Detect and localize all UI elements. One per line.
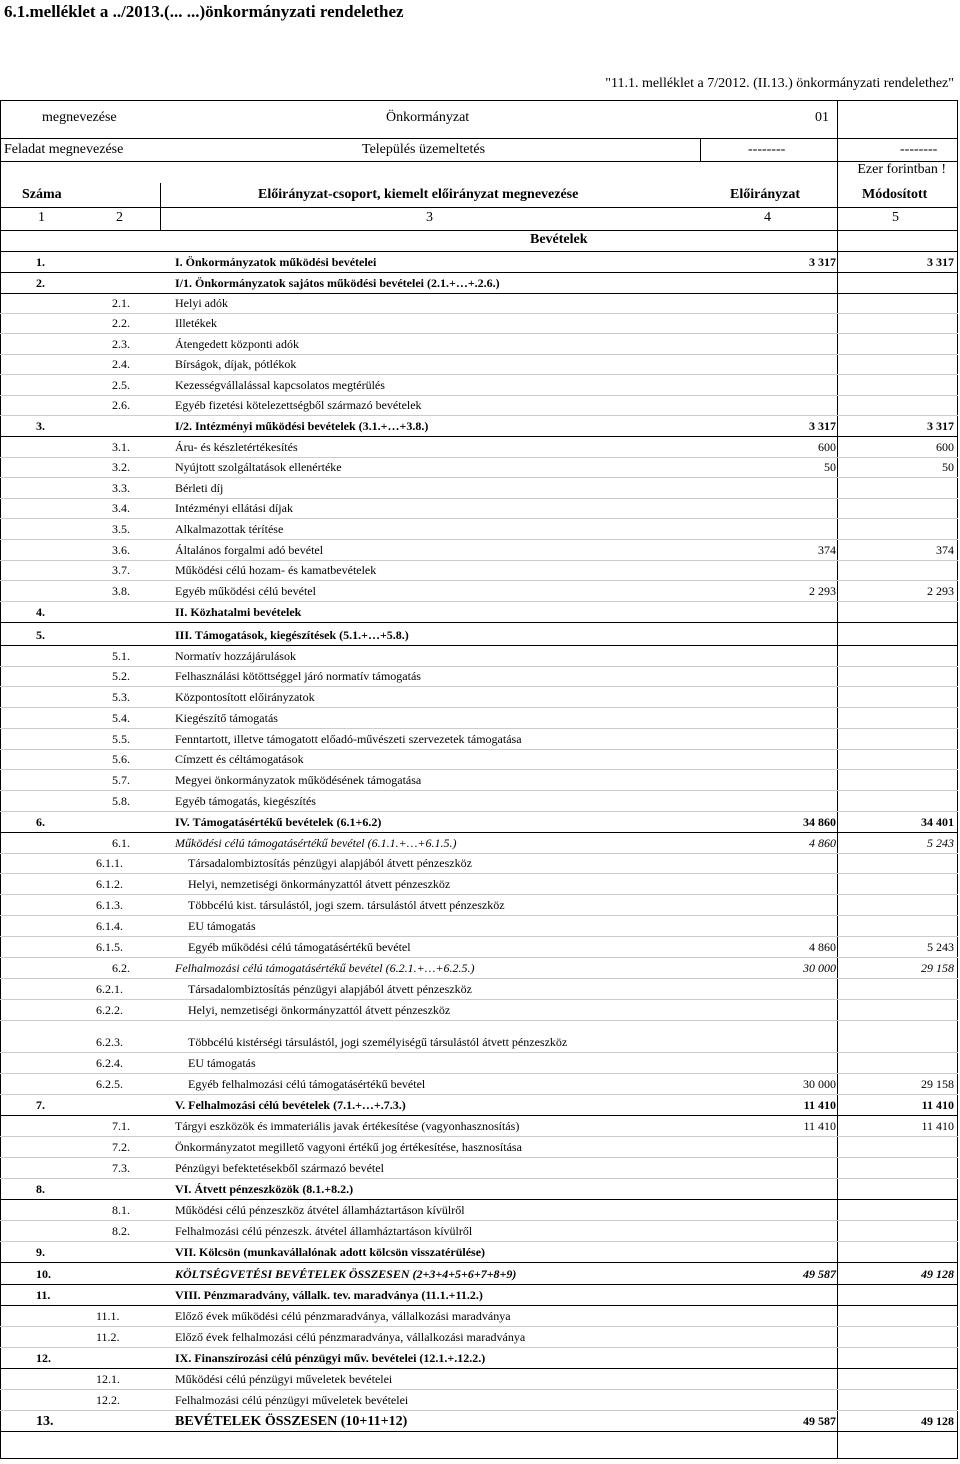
table-row — [0, 1178, 958, 1200]
table-row — [0, 1347, 958, 1369]
table-row — [0, 457, 958, 478]
row-number: 5. — [36, 628, 45, 642]
table-row — [0, 1052, 958, 1074]
row-description: V. Felhalmozási célú bevételek (7.1.+…+.7.3.) — [175, 1098, 406, 1112]
table-row — [0, 293, 958, 314]
table-row — [0, 853, 958, 874]
row-planned-value: 4 860 — [809, 940, 836, 954]
table-row — [0, 915, 958, 937]
table-row — [0, 832, 958, 854]
row-description: Normatív hozzájárulások — [175, 649, 296, 663]
row-description: Többcélú kistérségi társulástól, jogi személyiségű társulástól átvett pénzeszköz — [188, 1035, 568, 1049]
row-subnumber: 8.1. — [112, 1203, 130, 1217]
row-modified-value: 11 410 — [921, 1098, 954, 1112]
row-description: VI. Átvett pénzeszközök (8.1.+8.2.) — [175, 1182, 354, 1196]
row-description: Működési célú hozam- és kamatbevételek — [175, 563, 377, 577]
code-value: 01 — [815, 110, 829, 125]
row-subnumber: 2.5. — [112, 378, 130, 392]
row-planned-value: 600 — [818, 440, 836, 454]
row-subnumber: 6.1. — [112, 836, 130, 850]
row-description: Többcélú kist. társulástól, jogi szem. társulástól átvett pénzeszköz — [188, 898, 505, 912]
row-description: II. Közhatalmi bevételek — [175, 605, 302, 619]
table-row — [0, 790, 958, 812]
row-description: Működési célú támogatásértékű bevétel (6.1.1.+…+6.1.5.) — [175, 836, 457, 850]
table-row — [0, 666, 958, 687]
header-row-task — [0, 139, 958, 162]
table-row — [0, 436, 958, 458]
table-row — [0, 686, 958, 708]
col-index-2: 2 — [116, 210, 123, 225]
row-planned-value: 374 — [818, 543, 836, 557]
row-modified-value: 3 317 — [927, 255, 954, 269]
table-row — [0, 560, 958, 581]
row-number: 11. — [36, 1288, 51, 1302]
table-row — [0, 1284, 958, 1306]
row-subnumber: 5.8. — [112, 794, 130, 808]
row-description: Előző évek működési célú pénzmaradványa, vállalkozási maradványa — [175, 1309, 511, 1323]
row-number: 8. — [36, 1182, 45, 1196]
row-description: KÖLTSÉGVETÉSI BEVÉTELEK ÖSSZESEN (2+3+4+5+6+7+8+9) — [175, 1267, 517, 1281]
table-row — [0, 873, 958, 895]
row-subnumber: 6.2. — [112, 961, 130, 975]
row-description: Kezességvállalással kapcsolatos megtérülés — [175, 378, 385, 392]
table-row — [0, 645, 958, 667]
table-row — [0, 333, 958, 355]
row-subnumber: 5.2. — [112, 669, 130, 683]
row-modified-value: 11 410 — [921, 1119, 954, 1133]
row-description: Alkalmazottak térítése — [175, 522, 284, 536]
col-plan-header: Előirányzat — [730, 187, 800, 202]
row-planned-value: 11 410 — [803, 1098, 836, 1112]
col-desc-header: Előirányzat-csoport, kiemelt előirányzat megnevezése — [258, 187, 579, 202]
row-number: 9. — [36, 1245, 45, 1259]
row-modified-value: 34 401 — [921, 815, 954, 829]
row-subnumber: 3.7. — [112, 563, 130, 577]
row-subnumber: 6.2.3. — [96, 1035, 123, 1049]
row-description: Intézményi ellátási díjak — [175, 501, 293, 515]
row-modified-value: 49 128 — [921, 1267, 954, 1281]
row-description: Helyi, nemzetiségi önkormányzattól átvett pénzeszköz — [188, 877, 451, 891]
row-subnumber: 7.1. — [112, 1119, 130, 1133]
header-row-indices — [0, 208, 958, 231]
section-row — [0, 231, 958, 252]
row-description: Fenntartott, illetve támogatott előadó-művészeti szervezetek támogatása — [175, 732, 522, 746]
row-subnumber: 5.4. — [112, 711, 130, 725]
row-planned-value: 34 860 — [803, 815, 836, 829]
row-description: Felhalmozási célú pénzeszk. átvétel államháztartáson kívülről — [175, 1224, 473, 1238]
document-title: 6.1.melléklet a ../2013.(... ...)önkormányzati rendelethez — [4, 2, 404, 21]
row-subnumber: 6.2.2. — [96, 1003, 123, 1017]
row-subnumber: 6.1.3. — [96, 898, 123, 912]
table-row — [0, 1115, 958, 1137]
table-row — [0, 251, 958, 273]
row-modified-value: 3 317 — [927, 419, 954, 433]
row-description: Felhalmozási célú pénzügyi műveletek bevételei — [175, 1393, 409, 1407]
table-row — [0, 1241, 958, 1263]
table-row — [0, 539, 958, 561]
table-row — [0, 272, 958, 294]
table-bottom-border — [0, 1458, 958, 1459]
row-description: Helyi, nemzetiségi önkormányzattól átvett pénzeszköz — [188, 1003, 451, 1017]
row-description: Egyéb támogatás, kiegészítés — [175, 794, 316, 808]
table-row — [0, 498, 958, 519]
row-subnumber: 7.3. — [112, 1161, 130, 1175]
task-column-line — [700, 139, 701, 161]
row-description: EU támogatás — [188, 1056, 256, 1070]
row-description: I/1. Önkormányzatok sajátos működési bevételei (2.1.+…+.2.6.) — [175, 276, 500, 290]
unit-note: Ezer forintban ! — [857, 162, 946, 177]
row-description: Bérleti díj — [175, 481, 224, 495]
row-description: III. Támogatások, kiegészítések (5.1.+…+5.8.) — [175, 628, 409, 642]
row-subnumber: 6.2.5. — [96, 1077, 123, 1091]
row-subnumber: 12.2. — [96, 1393, 120, 1407]
row-planned-value: 49 587 — [803, 1414, 836, 1428]
table-row — [0, 811, 958, 833]
row-description: I. Önkormányzatok működési bevételei — [175, 255, 377, 269]
table-row — [0, 374, 958, 396]
row-number: 3. — [36, 419, 45, 433]
header-row-name — [0, 100, 958, 139]
table-row — [0, 978, 958, 1000]
table-row — [0, 477, 958, 499]
row-description: Felhalmozási célú támogatásértékű bevétel (6.2.1.+…+6.2.5.) — [175, 961, 475, 975]
row-subnumber: 5.5. — [112, 732, 130, 746]
row-number: 13. — [36, 1414, 54, 1429]
row-description: Működési célú pénzügyi műveletek bevételei — [175, 1372, 393, 1386]
row-modified-value: 600 — [936, 440, 954, 454]
row-description: Áru- és készletértékesítés — [175, 440, 298, 454]
row-description: EU támogatás — [188, 919, 256, 933]
task-value: Település üzemeltetés — [362, 142, 486, 157]
row-description: Nyújtott szolgáltatások ellenértéke — [175, 460, 342, 474]
row-subnumber: 3.6. — [112, 543, 130, 557]
row-subnumber: 6.2.1. — [96, 982, 123, 996]
row-description: Megyei önkormányzatok működésének támogatása — [175, 773, 422, 787]
section-label: Bevételek — [530, 232, 588, 247]
table-row — [0, 1020, 958, 1053]
table-row — [0, 1305, 958, 1327]
table-row — [0, 601, 958, 623]
row-subnumber: 2.3. — [112, 337, 130, 351]
row-planned-value: 3 317 — [809, 419, 836, 433]
table-row — [0, 957, 958, 979]
table-row — [0, 313, 958, 334]
table-row — [0, 707, 958, 729]
row-description: Működési célú pénzeszköz átvétel államháztartáson kívülről — [175, 1203, 465, 1217]
row-subnumber: 6.1.2. — [96, 877, 123, 891]
row-planned-value: 50 — [824, 460, 836, 474]
row-description: Egyéb fizetési kötelezettségből származó bevételek — [175, 398, 422, 412]
row-subnumber: 12.1. — [96, 1372, 120, 1386]
table-row — [0, 1094, 958, 1116]
row-description: Előző évek felhalmozási célú pénzmaradványa, vállalkozási maradványa — [175, 1330, 526, 1344]
row-subnumber: 2.2. — [112, 316, 130, 330]
row-modified-value: 29 158 — [921, 961, 954, 975]
table-row — [0, 354, 958, 375]
row-description: Címzett és céltámogatások — [175, 752, 304, 766]
row-description: Egyéb működési célú támogatásértékű bevétel — [188, 940, 411, 954]
row-subnumber: 7.2. — [112, 1140, 130, 1154]
col-index-5: 5 — [892, 210, 899, 225]
table-row — [0, 1157, 958, 1179]
task-label: Feladat megnevezése — [4, 142, 124, 157]
col-index-4: 4 — [764, 210, 771, 225]
dash-1: -------- — [748, 142, 786, 157]
col-index-3: 3 — [426, 210, 433, 225]
row-number: 6. — [36, 815, 45, 829]
row-planned-value: 11 410 — [803, 1119, 836, 1133]
table-row — [0, 749, 958, 770]
row-number: 4. — [36, 605, 45, 619]
table-row — [0, 1220, 958, 1242]
table-row — [0, 415, 958, 437]
num-column-line — [160, 183, 161, 231]
row-subnumber: 5.3. — [112, 690, 130, 704]
table-row — [0, 395, 958, 416]
row-description: Társadalombiztosítás pénzügyi alapjából átvett pénzeszköz — [188, 856, 472, 870]
row-description: Tárgyi eszközök és immateriális javak értékesítése (vagyonhasznosítás) — [175, 1119, 520, 1133]
row-subnumber: 6.2.4. — [96, 1056, 123, 1070]
row-description: Központosított előirányzatok — [175, 690, 315, 704]
table-row — [0, 580, 958, 602]
row-modified-value: 50 — [942, 460, 954, 474]
row-number: 1. — [36, 255, 45, 269]
row-number: 12. — [36, 1351, 51, 1365]
row-modified-value: 5 243 — [927, 836, 954, 850]
col-mod-header: Módosított — [862, 187, 928, 202]
row-subnumber: 11.2. — [96, 1330, 120, 1344]
row-description: IX. Finanszírozási célú pénzügyi műv. bevételei (12.1.+.12.2.) — [175, 1351, 486, 1365]
row-subnumber: 8.2. — [112, 1224, 130, 1238]
row-subnumber: 2.4. — [112, 357, 130, 371]
row-description: Önkormányzatot megillető vagyoni értékű jog értékesítése, hasznosítása — [175, 1140, 522, 1154]
header-row-columns — [0, 183, 958, 208]
row-description: Bírságok, díjak, pótlékok — [175, 357, 297, 371]
row-planned-value: 2 293 — [809, 584, 836, 598]
row-description: I/2. Intézményi működési bevételek (3.1.+…+3.8.) — [175, 419, 429, 433]
row-subnumber: 11.1. — [96, 1309, 120, 1323]
name-value: Önkormányzat — [386, 110, 470, 125]
row-description: Illetékek — [175, 316, 217, 330]
row-description: Helyi adók — [175, 296, 228, 310]
row-number: 2. — [36, 276, 45, 290]
reference-note: "11.1. melléklet a 7/2012. (II.13.) önkormányzati rendelethez" — [605, 76, 954, 91]
row-subnumber: 3.8. — [112, 584, 130, 598]
table-row — [0, 728, 958, 750]
row-subnumber: 3.3. — [112, 481, 130, 495]
row-description: VII. Kölcsön (munkavállalónak adott kölcsön visszatérülése) — [175, 1245, 486, 1259]
col-index-1: 1 — [38, 210, 45, 225]
row-description: Pénzügyi befektetésekből származó bevétel — [175, 1161, 384, 1175]
row-number: 7. — [36, 1098, 45, 1112]
row-description: Egyéb felhalmozási célú támogatásértékű bevétel — [188, 1077, 426, 1091]
row-description: Átengedett központi adók — [175, 337, 299, 351]
row-planned-value: 30 000 — [803, 1077, 836, 1091]
col-num-header: Száma — [22, 187, 62, 202]
row-planned-value: 3 317 — [809, 255, 836, 269]
table-row — [0, 1262, 958, 1285]
row-subnumber: 6.1.4. — [96, 919, 123, 933]
row-number: 10. — [36, 1267, 51, 1281]
row-planned-value: 49 587 — [803, 1267, 836, 1281]
row-subnumber: 6.1.5. — [96, 940, 123, 954]
table-row — [0, 1199, 958, 1221]
row-description: IV. Támogatásértékű bevételek (6.1+6.2) — [175, 815, 382, 829]
row-subnumber: 3.2. — [112, 460, 130, 474]
table-row — [0, 1368, 958, 1390]
table-row — [0, 894, 958, 916]
table-row — [0, 936, 958, 958]
row-subnumber: 2.1. — [112, 296, 130, 310]
code-column-line — [837, 100, 838, 183]
row-planned-value: 30 000 — [803, 961, 836, 975]
table-row — [0, 622, 958, 646]
row-subnumber: 5.7. — [112, 773, 130, 787]
table-row — [0, 1410, 958, 1432]
table-row — [0, 1326, 958, 1348]
table-row — [0, 1136, 958, 1158]
row-planned-value: 4 860 — [809, 836, 836, 850]
dash-2: -------- — [900, 142, 938, 157]
table-row — [0, 769, 958, 791]
row-description: Egyéb működési célú bevétel — [175, 584, 316, 598]
row-modified-value: 2 293 — [927, 584, 954, 598]
table-row — [0, 999, 958, 1021]
row-description: Felhasználási kötöttséggel járó normatív támogatás — [175, 669, 421, 683]
row-subnumber: 5.6. — [112, 752, 130, 766]
row-subnumber: 3.1. — [112, 440, 130, 454]
row-subnumber: 5.1. — [112, 649, 130, 663]
row-modified-value: 49 128 — [921, 1414, 954, 1428]
table-row — [0, 1389, 958, 1411]
row-description: Általános forgalmi adó bevétel — [175, 543, 324, 557]
row-modified-value: 374 — [936, 543, 954, 557]
row-subnumber: 2.6. — [112, 398, 130, 412]
row-modified-value: 5 243 — [927, 940, 954, 954]
row-description: Kiegészítő támogatás — [175, 711, 278, 725]
row-subnumber: 3.4. — [112, 501, 130, 515]
row-description: Társadalombiztosítás pénzügyi alapjából átvett pénzeszköz — [188, 982, 472, 996]
row-description: VIII. Pénzmaradvány, vállalk. tev. maradványa (11.1.+11.2.) — [175, 1288, 483, 1302]
row-modified-value: 29 158 — [921, 1077, 954, 1091]
name-label: megnevezése — [42, 110, 117, 125]
row-subnumber: 3.5. — [112, 522, 130, 536]
table-row — [0, 1073, 958, 1095]
row-description: BEVÉTELEK ÖSSZESEN (10+11+12) — [175, 1414, 408, 1429]
row-subnumber: 6.1.1. — [96, 856, 123, 870]
table-row — [0, 518, 958, 540]
